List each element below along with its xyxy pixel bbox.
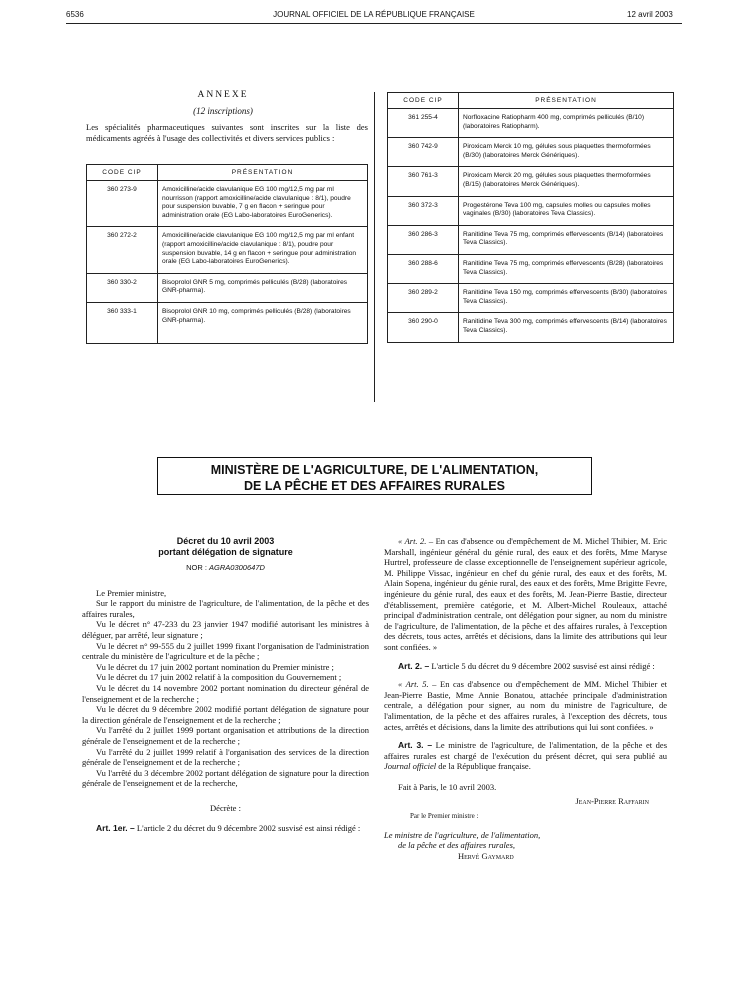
table-row — [388, 284, 674, 313]
col-header-presentation: PRÉSENTATION — [158, 165, 368, 181]
quoted-article-5 — [384, 679, 667, 732]
visa: Vu le décret n° 47-233 du 23 janvier 1947 modifié autorisant les ministres à déléguer, par arrêté, leur signature ; — [82, 619, 369, 640]
article-2-label: Art. 2. – — [398, 660, 430, 671]
column-separator — [374, 92, 375, 402]
visa: Vu le décret du 17 juin 2002 portant nomination du Premier ministre ; — [96, 661, 334, 672]
cip-code: 360 272-2 — [87, 227, 158, 273]
minister-role-1: Le ministre de l'agriculture, de l'alimentation, — [384, 829, 541, 840]
article-3-text-before: Le ministre de l'agriculture, de l'alimentation, de la pêche et des affaires rurales est chargé de l'exécution du présent décret, qui sera publié au — [384, 740, 667, 761]
decree-right-column — [384, 536, 667, 861]
presentation-text: Ranitidine Teva 150 mg, comprimés effervescents (B/30) (laboratoires Teva Classics). — [459, 284, 674, 313]
table-row — [87, 181, 368, 227]
nor-label: NOR : — [186, 563, 207, 572]
visa: Vu le décret n° 99-555 du 2 juillet 1999 fixant l'organisation de l'administration centrale du ministère de l'agriculture et de la pêche ; — [82, 640, 369, 662]
presentation-text: Ranitidine Teva 300 mg, comprimés effervescents (B/14) (laboratoires Teva Classics). — [459, 313, 674, 342]
table-row — [388, 196, 674, 225]
article-3 — [384, 740, 667, 772]
table-row — [388, 167, 674, 196]
article-2-text: L'article 5 du décret du 9 décembre 2002 susvisé est ainsi rédigé : — [431, 660, 655, 671]
table-row — [388, 225, 674, 254]
annexe-subtitle: (12 inscriptions) — [193, 106, 253, 116]
minister-name: Hervé Gaymard — [458, 850, 514, 861]
decree-left-column — [82, 536, 369, 834]
article-2 — [384, 661, 667, 672]
cip-code: 360 330-2 — [87, 273, 158, 302]
visa: Vu l'arrêté du 3 décembre 2002 portant délégation de signature pour la direction générale de l'enseignement et de la recherche, — [82, 767, 369, 789]
presentation-text: Amoxicilline/acide clavulanique EG 100 mg/12,5 mg par ml enfant (rapport amoxicilline/acide clavulanique : 8/1), poudre pour suspension buvable, 14 g en flacon + seringue pour administration orale (EG Labo-laboratoires EuroGenerics). — [158, 227, 368, 273]
cip-table-right — [387, 92, 674, 343]
presentation-text: Norfloxacine Ratiopharm 400 mg, comprimés pelliculés (B/10) (laboratoires Ratiopharm). — [459, 109, 674, 138]
nor-line — [82, 563, 369, 574]
article-3-journal: Journal officiel — [384, 761, 437, 772]
decree-title-1: Décret du 10 avril 2003 — [176, 536, 275, 546]
quoted-article-2-label: « Art. 2. – — [398, 536, 434, 546]
header-rule — [66, 23, 682, 24]
visa: Vu le décret du 14 novembre 2002 portant nomination du directeur général de l'enseignement et de la recherche ; — [82, 682, 369, 704]
nor-code: AGRA0300647D — [209, 563, 265, 572]
table-row — [87, 273, 368, 302]
minister-role-2: de la pêche et des affaires rurales, — [398, 840, 516, 851]
visa: Sur le rapport du ministre de l'agriculture, de l'alimentation, de la pêche et des affaires rurales, — [82, 598, 369, 619]
page-number: 6536 — [66, 10, 84, 19]
article-1-label: Art. 1er. – — [96, 823, 135, 834]
premier-ministre: Le Premier ministre, — [96, 587, 167, 598]
article-1 — [82, 823, 369, 834]
article-3-text-after: de la République française. — [438, 761, 531, 772]
signer-name: Jean-Pierre Raffarin — [575, 796, 649, 807]
presentation-text: Bisoprolol GNR 10 mg, comprimés pelliculés (B/28) (laboratoires GNR-pharma). — [158, 302, 368, 343]
visa: Vu l'arrêté du 2 juillet 1999 portant organisation et attributions de la direction générale de l'enseignement et de la recherche ; — [82, 725, 369, 746]
quoted-article-5-label: « Art. 5. – — [398, 679, 437, 690]
article-3-label: Art. 3. – — [398, 740, 433, 751]
presentation-text: Progestérone Teva 100 mg, capsules molles ou capsules molles vaginales (B/30) (laboratoires Teva Classics). — [459, 196, 674, 225]
decree-title-2: portant délégation de signature — [158, 547, 293, 557]
done-at-paris: Fait à Paris, le 10 avril 2003. — [398, 781, 497, 792]
cip-code: 360 286-3 — [388, 225, 459, 254]
quoted-article-5-text: En cas d'absence ou d'empêchement de MM. Michel Thibier et Jean-Pierre Bastie, Mme Annie Bonatou, attachée principale d'administration centrale, a délégation pour signer, au nom du ministre de l'agriculture, de l'alimentation, de la pêche et des affaires rurales, à l'exception des décrets, tous actes, arrêtés et décisions, dans la limite des attributions qui lui sont confiées. » — [384, 679, 667, 732]
visa: Vu le décret du 17 juin 2002 relatif à la composition du Gouvernement ; — [96, 672, 342, 683]
visa: Vu le décret du 9 décembre 2002 modifié portant délégation de signature pour la direction générale de l'enseignement et de la recherche ; — [82, 704, 369, 725]
table-row — [388, 138, 674, 167]
col-header-presentation: PRÉSENTATION — [459, 93, 674, 109]
cip-code: 360 288-6 — [388, 254, 459, 283]
ministry-heading — [157, 457, 592, 495]
table-row — [388, 313, 674, 342]
col-header-code: CODE CIP — [388, 93, 459, 109]
cip-code: 360 372-3 — [388, 196, 459, 225]
journal-title: JOURNAL OFFICIEL DE LA RÉPUBLIQUE FRANÇAISE — [273, 10, 475, 19]
ministry-line-2: DE LA PÊCHE ET DES AFFAIRES RURALES — [244, 479, 505, 493]
table-row — [388, 254, 674, 283]
cip-code: 360 289-2 — [388, 284, 459, 313]
presentation-text: Bisoprolol GNR 5 mg, comprimés pelliculés (B/28) (laboratoires GNR-pharma). — [158, 273, 368, 302]
issue-date: 12 avril 2003 — [627, 10, 673, 19]
cip-code: 361 255-4 — [388, 109, 459, 138]
table-row — [388, 109, 674, 138]
ministry-line-1: MINISTÈRE DE L'AGRICULTURE, DE L'ALIMENTATION, — [210, 463, 539, 477]
presentation-text: Piroxicam Merck 10 mg, gélules sous plaquettes thermoformées (B/30) (laboratoires Merck Génériques). — [459, 138, 674, 167]
quoted-article-2-text: En cas d'absence ou d'empêchement de M. Michel Thibier, M. Eric Marshall, ingénieur général du génie rural, des eaux et des forêts, Mme Maryse Hurtrel, professeure de classe exceptionnelle de l'enseignement supérieur agricole, M. Philippe Vissac, ingénieur en chef du génie rural, des eaux et des forêts, M. Alain Sopena, ingénieur du génie rural, des eaux et des forêts, Mme Brigitte Fevre, ingénieure du génie rural, des eaux et des forêts, M. Jean-Pierre Bastie, directeur d'établissement, première catégorie, et M. Albert-Michel Rouleaux, attaché principal d'administration centrale, ont délégation pour signer, au nom du ministre de l'agriculture, de l'alimentation, de la pêche et des affaires rurales, à l'exception des décrets, tous actes, arrêtés et décisions, dans la limite des attributions qui leur sont confiées. » — [384, 536, 667, 652]
cip-code: 360 761-3 — [388, 167, 459, 196]
presentation-text: Piroxicam Merck 20 mg, gélules sous plaquettes thermoformées (B/15) (laboratoires Merck Génériques). — [459, 167, 674, 196]
cip-code: 360 273-9 — [87, 181, 158, 227]
table-row — [87, 302, 368, 343]
cip-table-left — [86, 164, 368, 344]
decrete: Décrète : — [210, 802, 241, 813]
annexe-title: ANNEXE — [197, 90, 249, 100]
presentation-text: Ranitidine Teva 75 mg, comprimés effervescents (B/28) (laboratoires Teva Classics). — [459, 254, 674, 283]
cip-code: 360 742-9 — [388, 138, 459, 167]
presentation-text: Ranitidine Teva 75 mg, comprimés effervescents (B/14) (laboratoires Teva Classics). — [459, 225, 674, 254]
article-1-text: L'article 2 du décret du 9 décembre 2002 susvisé est ainsi rédigé : — [136, 823, 361, 834]
visa: Vu l'arrêté du 2 juillet 1999 relatif à l'organisation des services de la direction générale de l'enseignement et de la recherche ; — [82, 746, 369, 768]
par-premier-ministre: Par le Premier ministre : — [410, 812, 479, 821]
cip-code: 360 290-0 — [388, 313, 459, 342]
quoted-article-2 — [384, 536, 667, 653]
annexe-intro: Les spécialités pharmaceutiques suivantes sont inscrites sur la liste des médicaments agréés à l'usage des collectivités et divers services publics : — [86, 122, 368, 143]
cip-code: 360 333-1 — [87, 302, 158, 343]
presentation-text: Amoxicilline/acide clavulanique EG 100 mg/12,5 mg par ml nourrisson (rapport amoxicilline/acide clavulanique : 8/1), poudre pour suspension buvable, 7 g en flacon + seringue pour administration orale (EG Labo-laboratoires EuroGenerics). — [158, 181, 368, 227]
table-row — [87, 227, 368, 273]
col-header-code: CODE CIP — [87, 165, 158, 181]
